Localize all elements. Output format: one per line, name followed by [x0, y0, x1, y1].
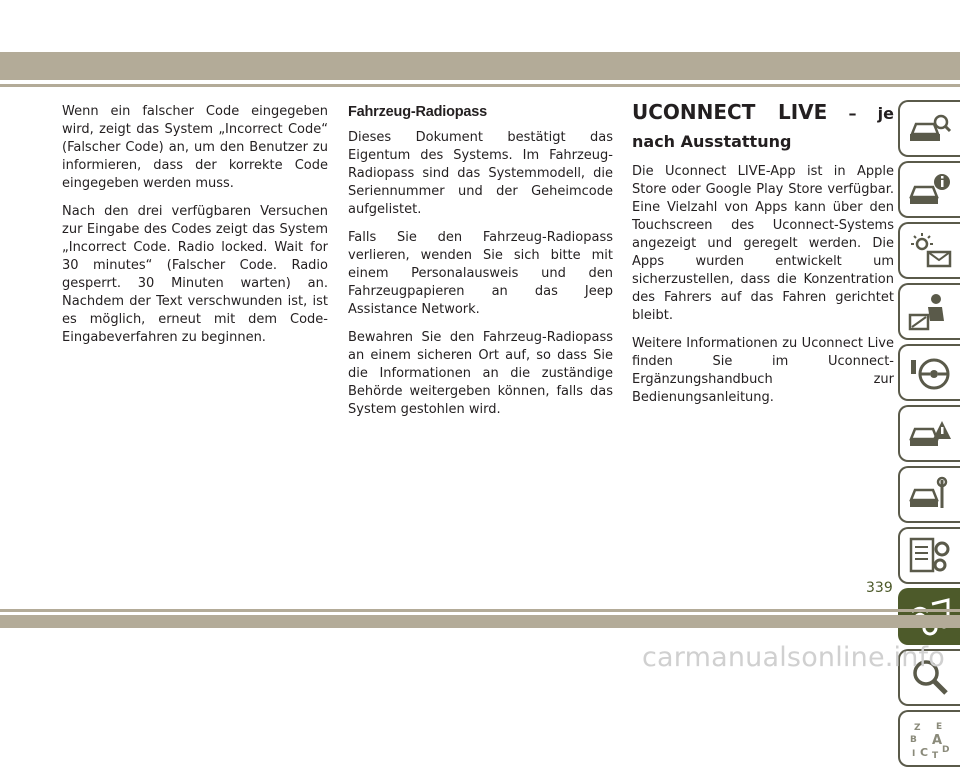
car-search-icon [908, 108, 952, 150]
tab-car-search[interactable] [898, 100, 960, 157]
tab-specifications[interactable] [898, 527, 960, 584]
column-1 [62, 103, 328, 357]
index-letter-c: C [920, 745, 929, 759]
tab-car-info[interactable] [898, 161, 960, 218]
tab-warning-lights[interactable] [898, 222, 960, 279]
watermark: carmanualsonline.info [642, 642, 945, 673]
tab-index[interactable] [898, 710, 960, 767]
header-band [0, 52, 960, 80]
paragraph-radiopass-1: Dieses Dokument bestätigt das Eigentum des Systems. Im Fahrzeug-Radiopass sind das Systemmodell, die Seriennummer und der Geheimcode aufgelistet. [348, 130, 613, 217]
specifications-icon [908, 535, 952, 577]
index-letter-b: B [910, 734, 917, 745]
heading-availability: – je nach Ausstattung [632, 104, 895, 151]
section-heading-radiopass: Fahrzeug-Radiopass [348, 104, 488, 120]
tab-car-warning[interactable] [898, 405, 960, 462]
car-service-icon [908, 474, 952, 516]
paragraph-uconnect-1: Die Uconnect LIVE-App ist in Apple Store oder Google Play Store verfügbar. Eine Vielzahl von Apps kann über den Touchscreen des Uconnect-Systems angezeigt und geregelt werden. Die Apps wurden entwickelt um sicherzustellen, dass die Konzentration des Fahrers auf das Fahren gerichtet bleibt. [632, 164, 894, 323]
heading-uconnect-live: UCONNECT LIVE [632, 100, 828, 124]
header-rule [0, 84, 960, 87]
safety-seat-icon [908, 291, 952, 333]
paragraph-radiopass-2: Falls Sie den Fahrzeug-Radiopass verlieren, wenden Sie sich bitte mit einem Personalausweis und den Fahrzeugpapieren an das Jeep Assistance Network. [348, 230, 613, 317]
tab-steering[interactable] [898, 344, 960, 401]
index-letter-e: E [936, 721, 943, 732]
index-letter-i: I [912, 748, 916, 759]
car-info-icon [908, 169, 952, 211]
car-warning-icon [908, 413, 952, 455]
index-letter-a: A [932, 732, 943, 748]
index-letter-t: T [932, 750, 939, 760]
warning-lights-icon [908, 230, 952, 272]
paragraph-radio-locked: Nach den drei verfügbaren Versuchen zur Eingabe des Codes zeigt das System „Incorrect Code. Radio locked. Wait for 30 minutes“ (Falscher Code. Radio gesperrt. 30 Minuten warten) an. Nachdem der Text verschwunden ist, ist es möglich, erneut mit dem Code-Eingabeverfahren zu beginnen. [62, 204, 328, 345]
column-3 [632, 100, 895, 417]
paragraph-incorrect-code: Wenn ein falscher Code eingegeben wird, zeigt das System „Incorrect Code“ (Falscher Code) an, um den Benutzer zu informieren, dass der korrekte Code eingegeben werden muss. [62, 104, 328, 191]
index-letter-d: D [942, 744, 950, 755]
page-number: 339 [866, 580, 893, 596]
paragraph-uconnect-2: Weitere Informationen zu Uconnect Live finden Sie im Uconnect-Ergänzungshandbuch zur Bedienungsanleitung. [632, 336, 894, 405]
tab-car-service[interactable] [898, 466, 960, 523]
section-heading-uconnect [632, 99, 894, 155]
steering-wheel-icon [908, 352, 952, 394]
tab-safety[interactable] [898, 283, 960, 340]
index-letter-z: Z [914, 722, 921, 733]
footer-rule [0, 609, 960, 612]
footer-band [0, 615, 960, 628]
paragraph-radiopass-3: Bewahren Sie den Fahrzeug-Radiopass an einem sicheren Ort auf, so dass Sie die Informationen an die zuständige Behörde weitergeben können, falls das System gestohlen wird. [348, 330, 613, 417]
index-icon [908, 718, 952, 760]
column-2 [348, 103, 613, 429]
